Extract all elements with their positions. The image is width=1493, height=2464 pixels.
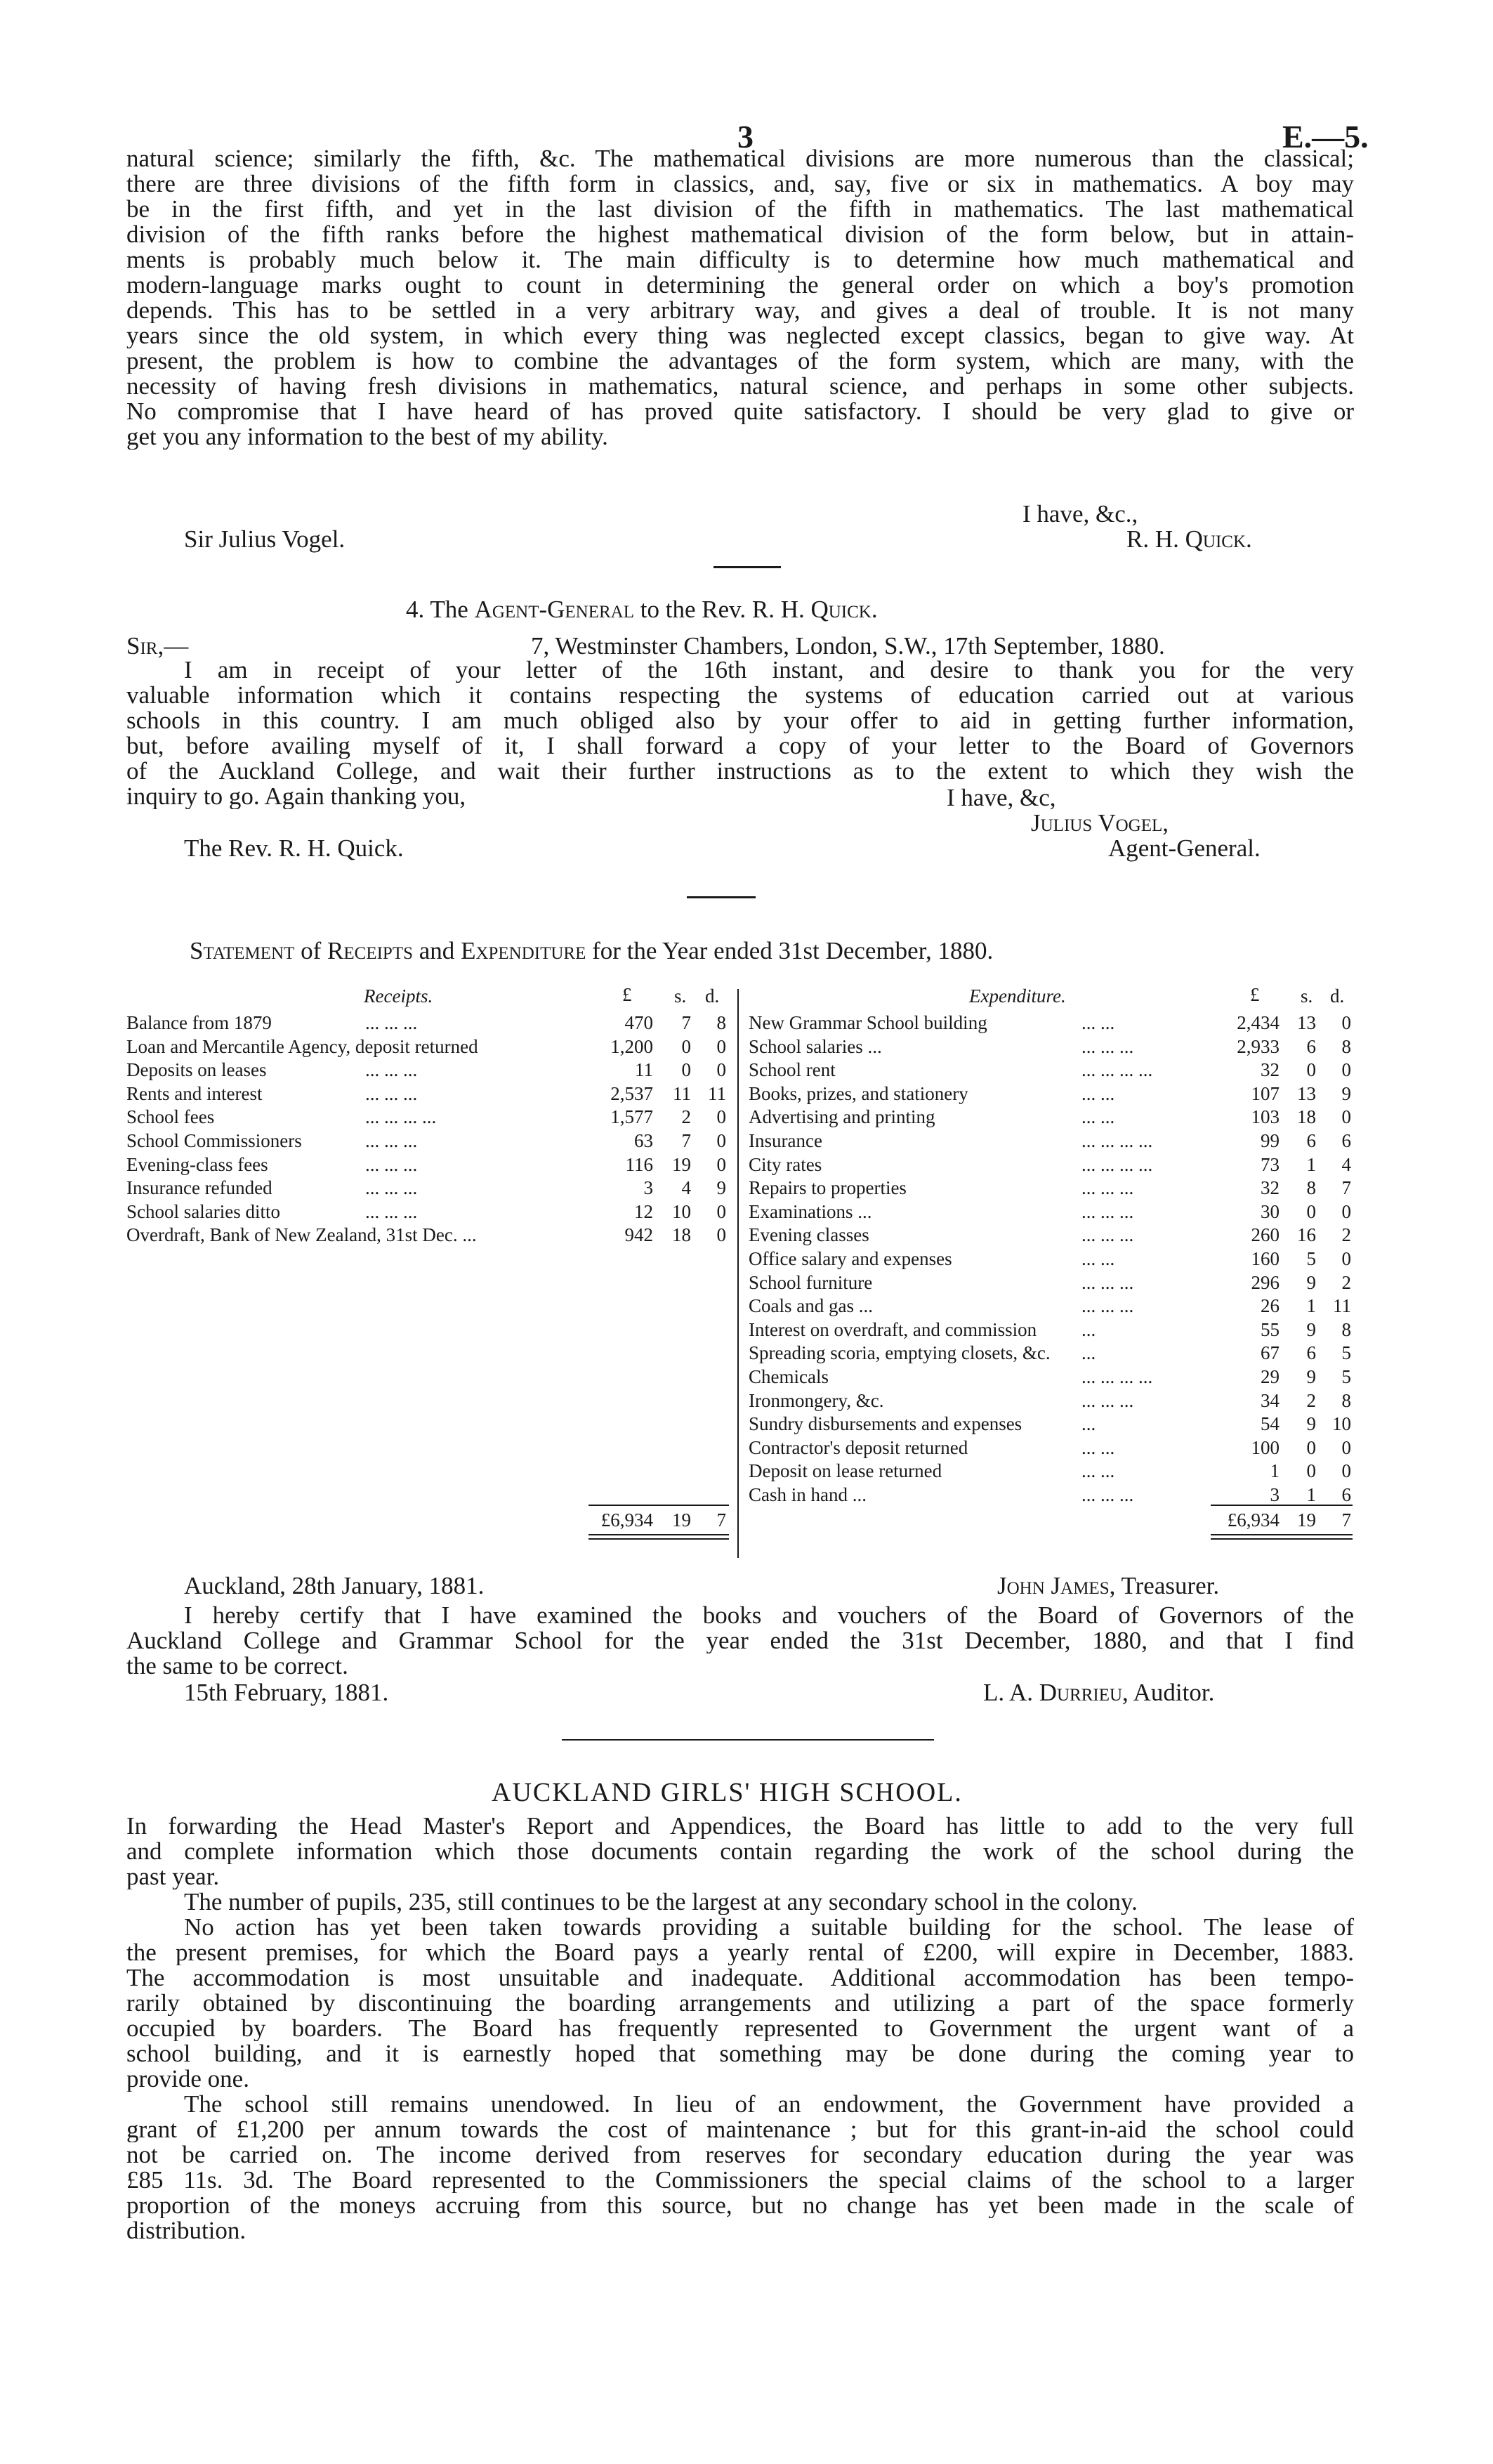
expenditure-leader: ... ... ...	[1081, 1389, 1134, 1411]
expenditure-pence: 0	[1341, 1106, 1351, 1128]
text-line: necessity of having fresh divisions in mathematics, natural science, and perhaps in some other subjects.	[126, 374, 1354, 399]
expenditure-leader: ... ...	[1081, 1106, 1115, 1128]
receipt-leader: ... ... ...	[365, 1153, 418, 1175]
heading-to-prefix: to the Rev.	[640, 596, 746, 623]
receipt-shillings: 10	[672, 1200, 691, 1222]
auditor-title: Auditor.	[1133, 1679, 1215, 1706]
expenditure-item: Cash in hand ...	[749, 1484, 867, 1505]
expenditure-shillings: 2	[1306, 1389, 1316, 1411]
expenditure-pounds: 99	[1261, 1130, 1280, 1151]
text-line: rarily obtained by discontinuing the boarding arrangements and utilizing a part of the space formerly	[126, 1991, 1354, 2016]
expenditure-total-pounds: £6,934	[1227, 1509, 1280, 1531]
girls-school-body	[126, 1814, 1354, 2243]
text-line: and complete information which those documents contain regarding the work of the school during the	[126, 1839, 1354, 1864]
text-line: years since the old system, in which every thing was neglected except classics, began to give way. At	[126, 323, 1354, 348]
receipt-pounds: 11	[635, 1059, 653, 1081]
receipt-pounds: 470	[624, 1012, 653, 1033]
expenditure-pence: 0	[1341, 1012, 1351, 1033]
expenditure-shillings: 1	[1306, 1484, 1316, 1505]
expenditure-pence: 10	[1332, 1413, 1351, 1435]
letter4-signature-title: Agent-General.	[1108, 834, 1261, 862]
receipt-item: Rents and interest	[126, 1082, 263, 1104]
expenditure-total-rule-bottom	[1211, 1538, 1353, 1540]
text-line: inquiry to go. Again thanking you,	[126, 784, 466, 809]
receipts-total-rule-lower	[588, 1534, 729, 1535]
letter4-addressee: The Rev. R. H. Quick.	[184, 834, 404, 862]
treasurer-title: Treasurer.	[1121, 1572, 1220, 1599]
receipt-shillings: 18	[672, 1224, 691, 1246]
expenditure-shillings: 6	[1306, 1035, 1316, 1057]
section-divider	[562, 1739, 934, 1741]
text-line: In forwarding the Head Master's Report and Appendices, the Board has little to add to the very full	[126, 1814, 1354, 1839]
receipts-col-shillings: s.	[674, 985, 687, 1007]
expenditure-pence: 0	[1341, 1460, 1351, 1482]
expenditure-shillings: 9	[1306, 1271, 1316, 1293]
text-line: I hereby certify that I have examined the books and vouchers of the Board of Governors of the	[184, 1603, 1354, 1628]
expenditure-leader: ... ...	[1081, 1436, 1115, 1458]
text-line: ments is probably much below it. The main difficulty is to determine how much mathematical and	[126, 247, 1354, 273]
table-divider	[737, 989, 739, 1558]
expenditure-pence: 5	[1341, 1342, 1351, 1364]
text-line: proportion of the moneys accruing from this source, but no change has yet been made in the scale of	[126, 2193, 1354, 2218]
expenditure-shillings: 1	[1306, 1295, 1316, 1317]
text-line: depends. This has to be settled in a very arbitrary way, and gives a deal of trouble. It is not many	[126, 298, 1354, 323]
expenditure-shillings: 13	[1297, 1082, 1316, 1104]
expenditure-pounds: 2,434	[1237, 1012, 1280, 1033]
receipt-pounds: 12	[634, 1200, 653, 1222]
text-line: natural science; similarly the fifth, &c. The mathematical divisions are more numerous than the classical;	[126, 146, 1354, 171]
receipt-pounds: 1,200	[610, 1035, 653, 1057]
auditor-name: L. A. Durrieu,	[983, 1679, 1129, 1706]
receipt-pence: 0	[716, 1130, 726, 1151]
letter4-closing: I have, &c,	[947, 784, 1056, 811]
receipt-leader: ... ... ...	[365, 1177, 418, 1199]
expenditure-leader: ... ... ...	[1081, 1200, 1134, 1222]
text-line: of the Auckland College, and wait their further instructions as to the extent to which they wish the	[126, 759, 1354, 784]
text-line: division of the fifth ranks before the highest mathematical division of the form below, but in attain-	[126, 222, 1354, 247]
text-line: £85 11s. 3d. The Board represented to the Commissioners the special claims of the school to a larger	[126, 2168, 1354, 2193]
text-line: modern-language marks ought to count in determining the general order on which a boy's promotion	[126, 273, 1354, 298]
expenditure-pounds: 107	[1251, 1082, 1280, 1104]
receipt-leader: ... ... ...	[365, 1059, 418, 1081]
expenditure-leader: ... ... ...	[1081, 1484, 1134, 1505]
receipt-item: School Commissioners	[126, 1130, 302, 1151]
expenditure-pounds: 30	[1261, 1200, 1280, 1222]
receipt-item: Deposits on leases	[126, 1059, 267, 1081]
expenditure-total-rule-lower	[1211, 1534, 1353, 1535]
expenditure-col-pence: d.	[1330, 985, 1345, 1007]
expenditure-shillings: 0	[1306, 1460, 1316, 1482]
receipts-total-pounds: £6,934	[600, 1509, 653, 1531]
receipt-shillings: 4	[681, 1177, 691, 1199]
expenditure-shillings: 0	[1306, 1436, 1316, 1458]
statement-place-date: Auckland, 28th January, 1881.	[184, 1572, 485, 1599]
expenditure-leader: ... ... ...	[1081, 1295, 1134, 1317]
expenditure-shillings: 5	[1306, 1248, 1316, 1269]
expenditure-pounds: 260	[1251, 1224, 1280, 1246]
expenditure-leader: ...	[1081, 1342, 1096, 1364]
expenditure-shillings: 16	[1297, 1224, 1316, 1246]
text-line: distribution.	[126, 2218, 246, 2243]
receipts-total-pence: 7	[716, 1509, 726, 1531]
receipts-total-rule	[588, 1505, 729, 1506]
expenditure-pence: 6	[1341, 1130, 1351, 1151]
letter4-address-date: 7, Westminster Chambers, London, S.W., 17th September, 1880.	[531, 632, 1165, 660]
letter3-closing: I have, &c.,	[1022, 500, 1138, 527]
expenditure-item: Examinations ...	[749, 1200, 872, 1222]
expenditure-pounds: 29	[1261, 1366, 1280, 1387]
expenditure-item: City rates	[749, 1153, 822, 1175]
expenditure-leader: ... ...	[1081, 1012, 1115, 1033]
text-line: schools in this country. I am much obliged also by your offer to aid in getting further information,	[126, 708, 1354, 733]
text-line: past year.	[126, 1864, 220, 1889]
receipt-pence: 0	[716, 1153, 726, 1175]
expenditure-pounds: 67	[1261, 1342, 1280, 1364]
expenditure-pence: 8	[1341, 1035, 1351, 1057]
receipt-pence: 8	[716, 1012, 726, 1033]
expenditure-leader: ... ... ...	[1081, 1177, 1134, 1199]
receipts-col-pounds: £	[622, 984, 632, 1005]
receipt-item: School fees	[126, 1106, 215, 1128]
expenditure-leader: ... ... ...	[1081, 1224, 1134, 1246]
heading-number: 4. The	[406, 596, 468, 623]
text-line: occupied by boarders. The Board has frequently represented to Government the urgent want of a	[126, 2016, 1354, 2041]
expenditure-item: Evening classes	[749, 1224, 869, 1246]
expenditure-item: Deposit on lease returned	[749, 1460, 942, 1482]
receipt-shillings: 7	[681, 1130, 691, 1151]
expenditure-shillings: 6	[1306, 1342, 1316, 1364]
expenditure-pounds: 296	[1251, 1271, 1280, 1293]
receipt-shillings: 11	[673, 1082, 691, 1104]
expenditure-pence: 4	[1341, 1153, 1351, 1175]
receipt-pounds: 942	[624, 1224, 653, 1246]
receipt-pounds: 63	[634, 1130, 653, 1151]
expenditure-shillings: 8	[1306, 1177, 1316, 1199]
receipt-pounds: 1,577	[610, 1106, 653, 1128]
expenditure-pounds: 55	[1261, 1318, 1280, 1340]
expenditure-pounds: 32	[1261, 1177, 1280, 1199]
receipt-leader: ... ... ...	[365, 1012, 418, 1033]
receipt-item: Insurance refunded	[126, 1177, 272, 1199]
receipt-shillings: 0	[681, 1059, 691, 1081]
expenditure-shillings: 1	[1306, 1153, 1316, 1175]
text-line: not be carried on. The income derived from reserves for secondary education during the year was	[126, 2142, 1354, 2168]
expenditure-pounds: 73	[1261, 1153, 1280, 1175]
auditor-certificate	[126, 1603, 1354, 1679]
title-word: Receipts	[327, 937, 414, 964]
expenditure-leader: ... ... ... ...	[1081, 1059, 1153, 1081]
expenditure-shillings: 18	[1297, 1106, 1316, 1128]
title-word: Expenditure	[461, 937, 586, 964]
expenditure-pounds: 1	[1270, 1460, 1280, 1482]
expenditure-total-pence: 7	[1341, 1509, 1351, 1531]
expenditure-item: Spreading scoria, emptying closets, &c.	[749, 1342, 1051, 1364]
expenditure-leader: ... ... ...	[1081, 1271, 1134, 1293]
expenditure-pence: 8	[1341, 1389, 1351, 1411]
receipt-shillings: 19	[672, 1153, 691, 1175]
text-line: valuable information which it contains respecting the systems of education carried out at various	[126, 683, 1354, 708]
title-word: of	[301, 937, 322, 964]
expenditure-item: Office salary and expenses	[749, 1248, 952, 1269]
treasurer-signature	[997, 1572, 1219, 1600]
title-word: for the Year ended 31st December, 1880.	[592, 937, 994, 964]
receipt-shillings: 7	[681, 1012, 691, 1033]
expenditure-item: School furniture	[749, 1271, 873, 1293]
receipt-pence: 9	[716, 1177, 726, 1199]
text-line: grant of £1,200 per annum towards the cost of maintenance ; but for this grant-in-aid the school could	[126, 2117, 1354, 2142]
expenditure-pounds: 32	[1261, 1059, 1280, 1081]
expenditure-shillings: 9	[1306, 1413, 1316, 1435]
auditor-signature	[983, 1679, 1214, 1707]
receipt-item: Balance from 1879	[126, 1012, 272, 1033]
receipt-shillings: 0	[681, 1035, 691, 1057]
expenditure-item: Repairs to properties	[749, 1177, 907, 1199]
receipt-shillings: 2	[681, 1106, 691, 1128]
expenditure-pounds: 3	[1270, 1484, 1280, 1505]
expenditure-item: School rent	[749, 1059, 836, 1081]
expenditure-shillings: 9	[1306, 1318, 1316, 1340]
expenditure-leader: ... ...	[1081, 1082, 1115, 1104]
receipt-item: School salaries ditto	[126, 1200, 280, 1222]
expenditure-pence: 0	[1341, 1248, 1351, 1269]
expenditure-shillings: 9	[1306, 1366, 1316, 1387]
receipt-leader: ... ... ... ...	[365, 1106, 437, 1128]
receipt-pence: 11	[708, 1082, 726, 1104]
expenditure-item: Insurance	[749, 1130, 822, 1151]
expenditure-item: Interest on overdraft, and commission	[749, 1318, 1037, 1340]
receipt-pence: 0	[716, 1059, 726, 1081]
text-line: the same to be correct.	[126, 1653, 348, 1679]
text-line: The school still remains unendowed. In lieu of an endowment, the Government have provided a	[184, 2092, 1354, 2117]
letter4-salutation: Sir,—	[126, 632, 189, 660]
receipts-total-rule-bottom	[588, 1538, 729, 1540]
expenditure-pence: 6	[1341, 1484, 1351, 1505]
expenditure-item: Ironmongery, &c.	[749, 1389, 884, 1411]
page-number: 3	[737, 119, 754, 155]
receipt-pounds: 2,537	[610, 1082, 653, 1104]
expenditure-pence: 2	[1341, 1271, 1351, 1293]
text-line: the present premises, for which the Board pays a yearly rental of £200, will expire in December, 1883.	[126, 1940, 1354, 1965]
heading-to: R. H. Quick.	[751, 596, 878, 623]
text-line: No action has yet been taken towards providing a suitable building for the school. The lease of	[184, 1915, 1354, 1940]
letter4-signature: Julius Vogel,	[1031, 809, 1169, 837]
expenditure-pence: 0	[1341, 1200, 1351, 1222]
expenditure-pence: 9	[1341, 1082, 1351, 1104]
expenditure-item: New Grammar School building	[749, 1012, 987, 1033]
expenditure-pence: 0	[1341, 1436, 1351, 1458]
expenditure-leader: ... ... ...	[1081, 1035, 1134, 1057]
title-word: and	[419, 937, 455, 964]
expenditure-pounds: 100	[1251, 1436, 1280, 1458]
expenditure-pence: 2	[1341, 1224, 1351, 1246]
receipt-leader: ... ... ...	[365, 1082, 418, 1104]
letter3-signature: R. H. Quick.	[1126, 525, 1252, 553]
treasurer-name: John James,	[997, 1572, 1116, 1599]
expenditure-col-pounds: £	[1250, 984, 1260, 1005]
receipt-item: Evening-class fees	[126, 1153, 268, 1175]
receipt-pence: 0	[716, 1200, 726, 1222]
expenditure-item: Coals and gas ...	[749, 1295, 873, 1317]
text-line: Auckland College and Grammar School for the year ended the 31st December, 1880, and that I find	[126, 1628, 1354, 1653]
expenditure-col-shillings: s.	[1301, 985, 1313, 1007]
expenditure-item: Sundry disbursements and expenses	[749, 1413, 1022, 1435]
certificate-date: 15th February, 1881.	[184, 1679, 389, 1706]
expenditure-item: School salaries ...	[749, 1035, 882, 1057]
heading-from: Agent-General	[474, 596, 635, 623]
expenditure-pence: 0	[1341, 1059, 1351, 1081]
expenditure-shillings: 6	[1306, 1130, 1316, 1151]
expenditure-pence: 7	[1341, 1177, 1351, 1199]
text-line: present, the problem is how to combine the advantages of the form system, which are many, with the	[126, 348, 1354, 374]
text-line: The number of pupils, 235, still continues to be the largest at any secondary school in the colony.	[184, 1889, 1138, 1915]
receipt-item: Overdraft, Bank of New Zealand, 31st Dec. ...	[126, 1224, 477, 1246]
expenditure-shillings: 13	[1297, 1012, 1316, 1033]
expenditure-pounds: 34	[1261, 1389, 1280, 1411]
expenditure-heading: Expenditure.	[969, 985, 1066, 1007]
expenditure-pounds: 2,933	[1237, 1035, 1280, 1057]
expenditure-pence: 5	[1341, 1366, 1351, 1387]
receipt-pence: 0	[716, 1224, 726, 1246]
receipts-heading: Receipts.	[364, 985, 433, 1007]
expenditure-leader: ... ...	[1081, 1248, 1115, 1269]
text-line: school building, and it is earnestly hoped that something may be done during the coming year to	[126, 2041, 1354, 2066]
text-line: I am in receipt of your letter of the 16th instant, and desire to thank you for the very	[184, 657, 1354, 683]
text-line: get you any information to the best of my ability.	[126, 424, 608, 450]
receipt-pounds: 116	[625, 1153, 653, 1175]
receipts-col-pence: d.	[705, 985, 720, 1007]
expenditure-leader: ...	[1081, 1413, 1096, 1435]
text-line: No compromise that I have heard of has proved quite satisfactory. I should be very glad to give or	[126, 399, 1354, 424]
receipt-pence: 0	[716, 1035, 726, 1057]
expenditure-pounds: 160	[1251, 1248, 1280, 1269]
expenditure-pounds: 103	[1251, 1106, 1280, 1128]
expenditure-shillings: 0	[1306, 1059, 1316, 1081]
expenditure-pounds: 26	[1261, 1295, 1280, 1317]
receipts-total-shillings: 19	[672, 1509, 691, 1531]
expenditure-leader: ... ... ... ...	[1081, 1130, 1153, 1151]
text-line: provide one.	[126, 2066, 249, 2092]
text-line: but, before availing myself of it, I shall forward a copy of your letter to the Board of Governors	[126, 733, 1354, 759]
expenditure-item: Books, prizes, and stationery	[749, 1082, 968, 1104]
expenditure-leader: ...	[1081, 1318, 1096, 1340]
expenditure-pounds: 54	[1261, 1413, 1280, 1435]
document-reference: E.—5.	[1282, 119, 1369, 155]
section-heading: AUCKLAND GIRLS' HIGH SCHOOL.	[492, 1778, 963, 1807]
expenditure-leader: ... ... ... ...	[1081, 1366, 1153, 1387]
expenditure-item: Contractor's deposit returned	[749, 1436, 968, 1458]
receipt-leader: ... ... ...	[365, 1200, 418, 1222]
receipt-pence: 0	[716, 1106, 726, 1128]
receipt-leader: ... ... ...	[365, 1130, 418, 1151]
expenditure-item: Chemicals	[749, 1366, 829, 1387]
title-word: Statement	[190, 937, 295, 964]
expenditure-leader: ... ... ... ...	[1081, 1153, 1153, 1175]
text-line: there are three divisions of the fifth form in classics, and, say, five or six in mathematics. A boy may	[126, 171, 1354, 197]
expenditure-total-shillings: 19	[1297, 1509, 1316, 1531]
expenditure-pence: 8	[1341, 1318, 1351, 1340]
letter3-addressee: Sir Julius Vogel.	[184, 525, 346, 553]
text-line: The accommodation is most unsuitable and inadequate. Additional accommodation has been tempo-	[126, 1965, 1354, 1991]
text-line: be in the first fifth, and yet in the last division of the fifth in mathematics. The last mathematical	[126, 197, 1354, 222]
expenditure-pence: 11	[1333, 1295, 1351, 1317]
expenditure-shillings: 0	[1306, 1200, 1316, 1222]
receipt-pounds: 3	[643, 1177, 653, 1199]
receipt-item: Loan and Mercantile Agency, deposit returned	[126, 1035, 478, 1057]
expenditure-item: Advertising and printing	[749, 1106, 935, 1128]
expenditure-leader: ... ...	[1081, 1460, 1115, 1482]
